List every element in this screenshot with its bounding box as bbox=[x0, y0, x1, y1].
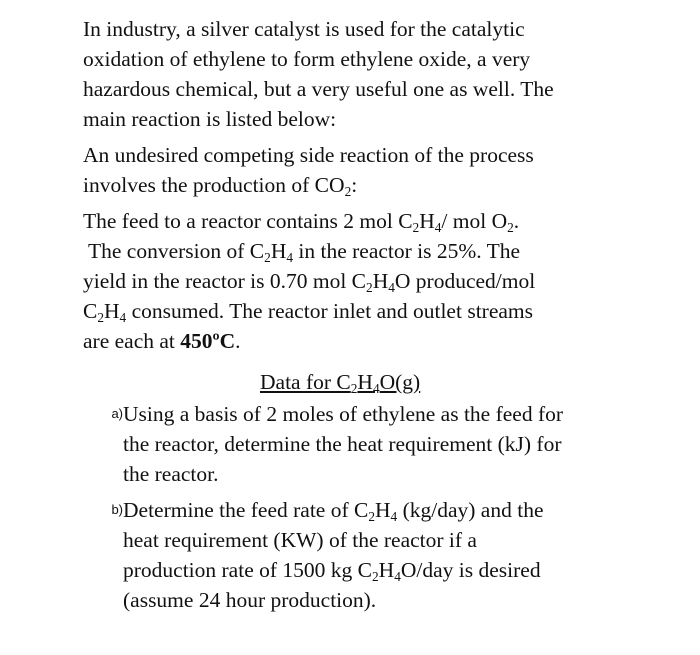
feed-paragraph bbox=[83, 206, 643, 356]
question-a bbox=[83, 399, 643, 489]
intro-line: hazardous chemical, but a very useful one as well. The bbox=[83, 77, 554, 101]
side-reaction-paragraph bbox=[83, 140, 643, 200]
question-a-text bbox=[123, 399, 643, 489]
feed-line: The feed to a reactor contains 2 mol $C_2H_4/$ mol $O_2$. bbox=[83, 209, 520, 235]
side-reaction-line: An undesired competing side reaction of the process bbox=[83, 143, 534, 167]
question-b bbox=[83, 495, 643, 615]
question-a-line: Using a basis of 2 moles of ethylene as the feed for bbox=[123, 402, 564, 426]
feed-line: The conversion of $C_2H_4$ in the reactor is 25%. The bbox=[88, 239, 521, 265]
data-caption: Data for $C_2H_4O(g)$ bbox=[260, 370, 421, 396]
question-b-line: production rate of 1500 kg $C_2H_4O$/day is desired bbox=[123, 558, 541, 584]
question-b-text bbox=[123, 495, 643, 615]
question-a-marker: a) bbox=[111, 406, 123, 421]
question-b-line: (assume 24 hour production). bbox=[123, 588, 377, 612]
question-b-line: Determine the feed rate of $C_2H_4$ (kg/day) and the bbox=[123, 498, 544, 524]
intro-line: In industry, a silver catalyst is used for the catalytic bbox=[83, 17, 525, 41]
temperature-value: 450ºC bbox=[180, 329, 236, 353]
question-b-line: heat requirement (KW) of the reactor if a bbox=[123, 528, 477, 552]
question-a-line: the reactor, determine the heat requirement (kJ) for bbox=[123, 432, 562, 456]
intro-line: oxidation of ethylene to form ethylene oxide, a very bbox=[83, 47, 531, 71]
intro-line: main reaction is listed below: bbox=[83, 107, 337, 131]
intro-paragraph bbox=[83, 14, 643, 134]
feed-line: are each at 450ºC. bbox=[83, 329, 241, 353]
feed-line: $C_2H_4$ consumed. The reactor inlet and outlet streams bbox=[83, 299, 533, 325]
side-reaction-line: involves the production of $CO_2$: bbox=[83, 173, 358, 199]
question-b-marker: b) bbox=[111, 502, 123, 517]
question-a-line: the reactor. bbox=[123, 462, 219, 486]
feed-line: yield in the reactor is 0.70 mol $C_2H_4O$ produced/mol bbox=[83, 269, 536, 295]
